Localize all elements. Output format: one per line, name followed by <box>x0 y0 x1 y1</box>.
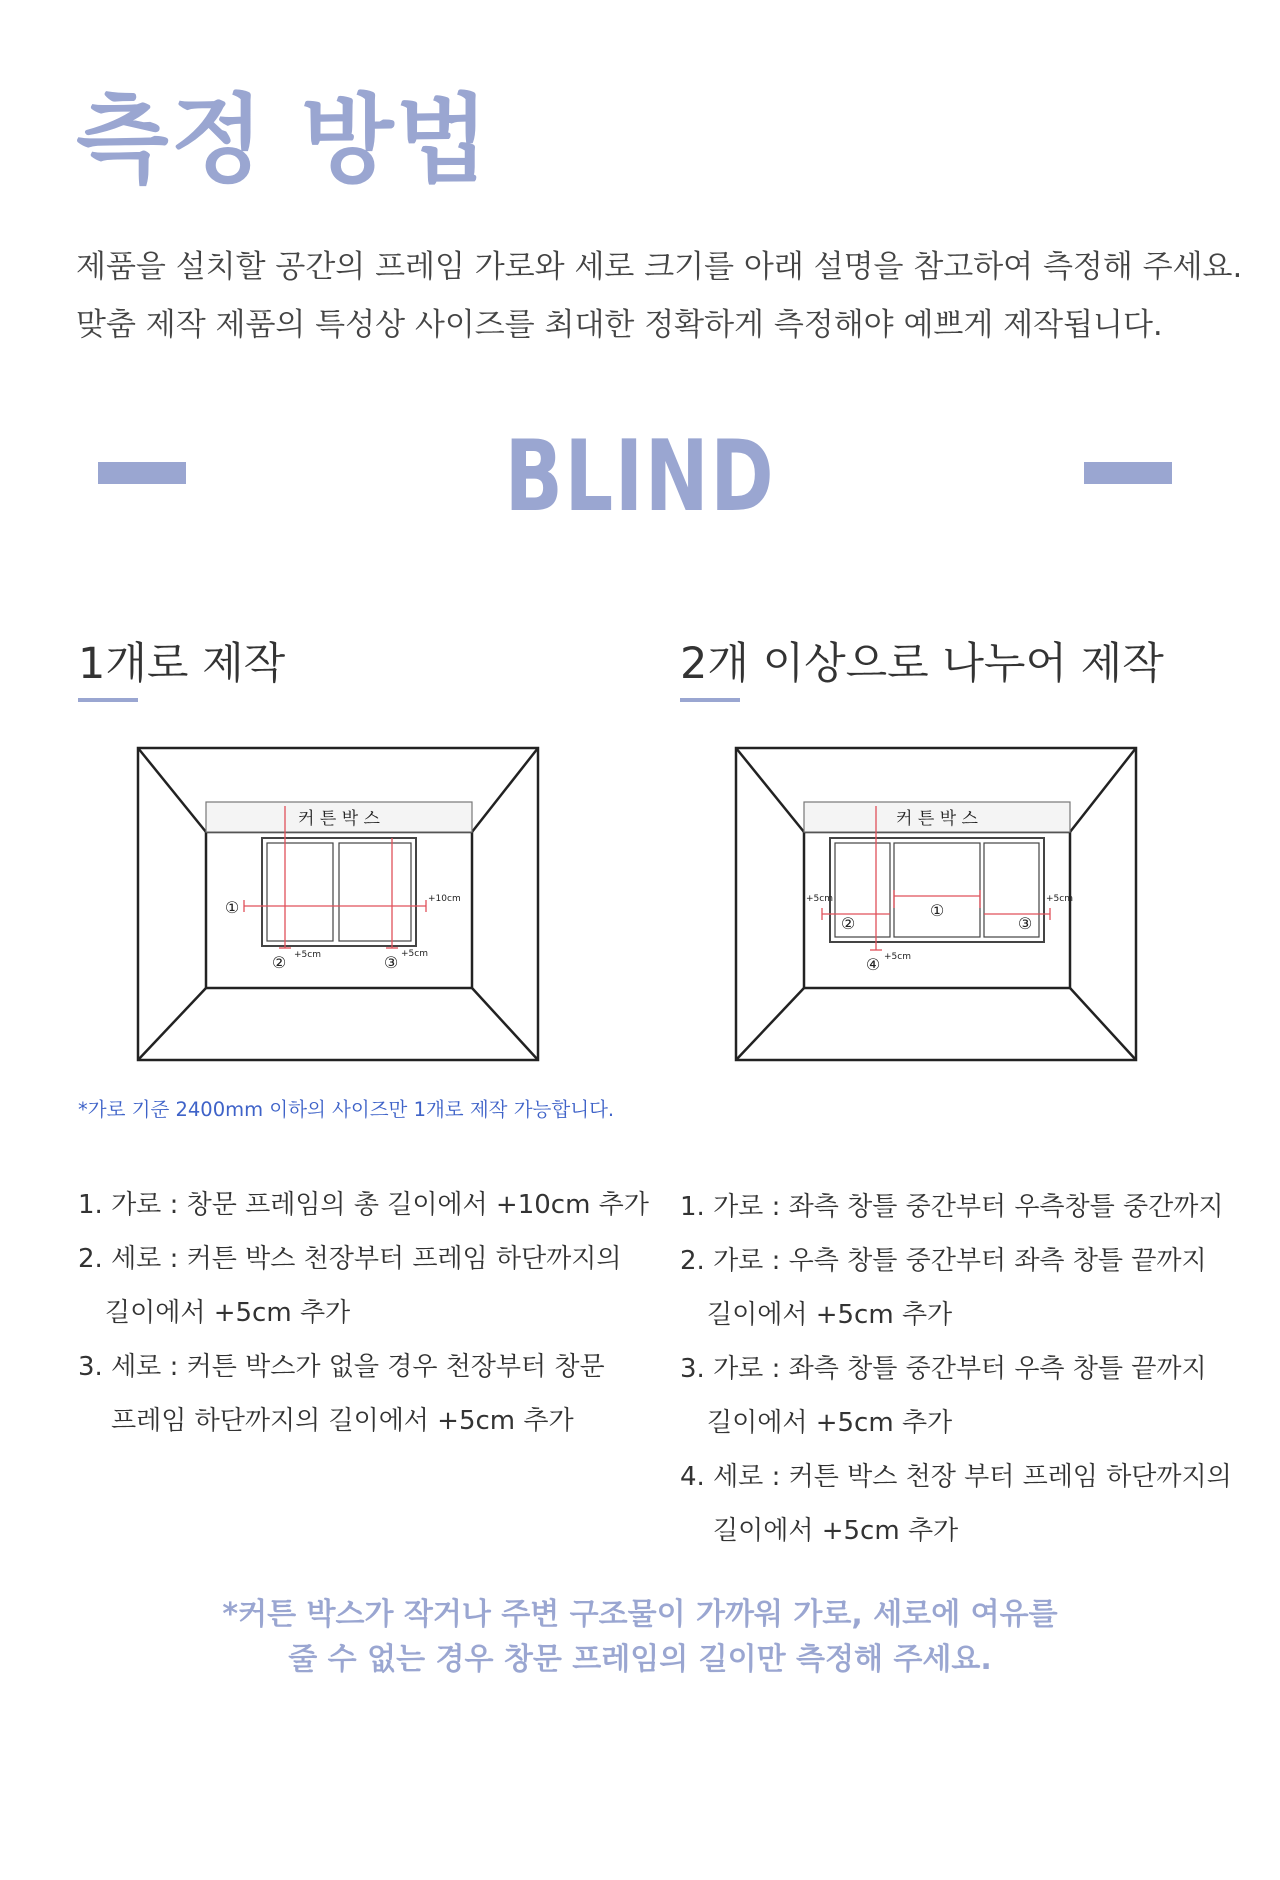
marker-3: ③ <box>383 953 399 972</box>
step-line: 1. 가로 : 좌측 창틀 중간부터 우측창틀 중간까지 <box>680 1192 1224 1222</box>
single-window-diagram <box>136 746 540 1064</box>
single-section-title: 1개로 제작 <box>78 639 286 689</box>
intro-line: 맞춤 제작 제품의 특성상 사이즈를 최대한 정확하게 측정해야 예쁘게 제작됩니다. <box>76 307 1163 343</box>
marker-2: ② <box>271 953 287 972</box>
step-line: 2. 세로 : 커튼 박스 천장부터 프레임 하단까지의 <box>78 1244 622 1274</box>
intro-text <box>76 238 1242 354</box>
curtain-box-label: 커 튼 박 스 <box>298 809 380 829</box>
marker-3: ③ <box>1017 914 1033 933</box>
right-accent-bar <box>1084 462 1172 484</box>
marker-2: ② <box>840 914 856 933</box>
multi-title-underline <box>680 698 740 702</box>
footer-note-line: 줄 수 없는 경우 창문 프레임의 길이만 측정해 주세요. <box>288 1642 992 1677</box>
plus5-left-label: +5cm <box>806 894 833 904</box>
intro-line: 제품을 설치할 공간의 프레임 가로와 세로 크기를 아래 설명을 참고하여 측정해 주세요. <box>76 249 1243 285</box>
marker-4: ④ <box>865 955 881 974</box>
window-frame <box>830 838 1044 942</box>
marker-1: ① <box>224 898 240 917</box>
step-line: 3. 가로 : 좌측 창틀 중간부터 우측 창틀 끝까지 <box>680 1354 1207 1384</box>
step-line: 길이에서 +5cm 추가 <box>105 1298 351 1328</box>
step-line: 4. 세로 : 커튼 박스 천장 부터 프레임 하단까지의 <box>680 1462 1232 1492</box>
step-line: 2. 가로 : 우측 창틀 중간부터 좌측 창틀 끝까지 <box>680 1246 1207 1276</box>
marker-1: ① <box>929 901 945 920</box>
page-title: 측정 방법 <box>76 84 491 196</box>
step-line: 3. 세로 : 커튼 박스가 없을 경우 천장부터 창문 <box>78 1352 605 1382</box>
plus10-label: +10cm <box>428 894 461 904</box>
step-line: 길이에서 +5cm 추가 <box>707 1408 953 1438</box>
step-line: 길이에서 +5cm 추가 <box>713 1516 959 1546</box>
single-title-underline <box>78 698 138 702</box>
curtain-box-label: 커 튼 박 스 <box>896 809 978 829</box>
footer-note-line: *커튼 박스가 작거나 주변 구조물이 가까워 가로, 세로에 여유를 <box>222 1597 1058 1632</box>
plus5-label: +5cm <box>294 950 321 960</box>
footer-note <box>0 1592 1280 1682</box>
blind-heading: BLIND <box>504 420 776 534</box>
step-line: 1. 가로 : 창문 프레임의 총 길이에서 +10cm 추가 <box>78 1190 649 1220</box>
plus5-bottom-label: +5cm <box>884 952 911 962</box>
multi-section-title: 2개 이상으로 나누어 제작 <box>680 639 1164 689</box>
plus5-right-label: +5cm <box>1046 894 1073 904</box>
single-size-note: *가로 기준 2400mm 이하의 사이즈만 1개로 제작 가능합니다. <box>78 1098 615 1121</box>
step-line: 프레임 하단까지의 길이에서 +5cm 추가 <box>111 1406 574 1436</box>
plus5-label: +5cm <box>401 949 428 959</box>
multi-window-diagram <box>734 746 1138 1064</box>
step-line: 길이에서 +5cm 추가 <box>707 1300 953 1330</box>
room-outer-frame <box>138 748 538 1060</box>
